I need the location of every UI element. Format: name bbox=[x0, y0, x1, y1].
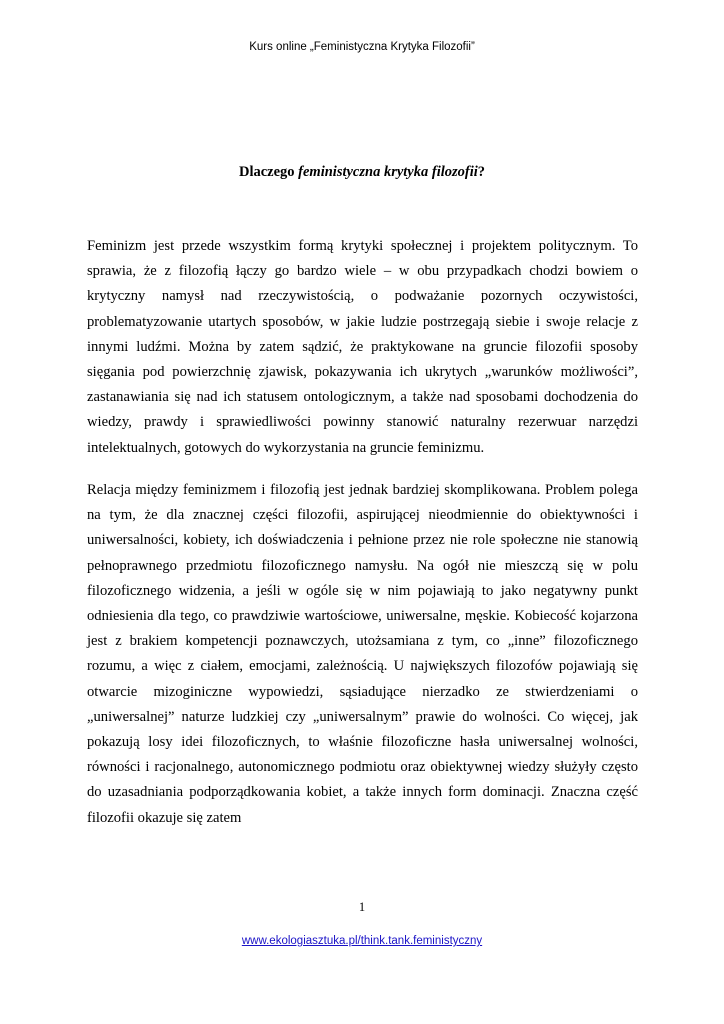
title-italic: feministyczna krytyka filozofii bbox=[298, 164, 478, 180]
title-end: ? bbox=[477, 164, 486, 180]
paragraph-2: Relacja między feminizmem i filozofią jest jednak bardziej skomplikowana. Problem polega na tym, że dla znacznej części filozofii, aspirującej nieodmiennie do obiektywności i uniwersalności, kobiety, ich doświadczenia i pełnione przez nie role społeczne nie stanowią pełnoprawnego przedmiotu filozoficznego namysłu. Na ogół nie mieszczą się w polu filozoficznego widzenia, a jeśli w ogóle się w nim pojawiają to jako negatywny punkt odniesienia dla tego, co prawdziwie wartościowe, uniwersalne, męskie. Kobiecość kojarzona jest z brakiem kompetencji poznawczych, utożsamiana z tym, co „inne” filozoficznego rozumu, a więc z ciałem, emocjami, zależnością. U największych filozofów pojawiają się otwarcie mizoginiczne wypowiedzi, sąsiadujące nierzadko ze stwierdzeniami o „uniwersalnej” naturze ludzkiej czy „uniwersalnym” prawie do wolności. Co więcej, jak pokazują losy idei filozoficznych, to właśnie filozoficzne hasła uniwersalnej wolności, równości i racjonalnego, autonomicznego podmiotu oraz obiektywnej wiedzy służyły często do uzasadniania podporządkowania kobiet, a także innych form dominacji. Znaczna część filozofii okazuje się zatem bbox=[87, 482, 638, 826]
paragraph-1: Feminizm jest przede wszystkim formą krytyki społecznej i projektem politycznym. To sprawia, że z filozofią łączy go bardzo wiele – w obu przypadkach chodzi bowiem o krytyczny namysł nad rzeczywistością, o podważanie pozornych oczywistości, problematyzowanie utartych sposobów, w jakie ludzie postrzegają siebie i swoje relacje z innymi ludźmi. Można by zatem sądzić, że praktykowane na gruncie filozofii sposoby sięgania pod powierzchnię zjawisk, pokazywania ich ukrytych „warunków możliwości”, zastanawiania się nad ich statusem ontologicznym, a także nad sposobami dochodzenia do wiedzy, prawdy i sprawiedliwości powinny stanowić naturalny rezerwuar narzędzi intelektualnych, gotowych do wykorzystania na gruncie feminizmu. bbox=[87, 238, 638, 456]
page-number: 1 bbox=[358, 900, 366, 914]
page-header: Kurs online „Feministyczna Krytyka Filozofii” bbox=[249, 41, 475, 53]
title-plain: Dlaczego bbox=[238, 164, 299, 180]
page-footer bbox=[0, 935, 724, 947]
footer-link[interactable]: www.ekologiasztuka.pl/think.tank.feministyczny bbox=[241, 935, 483, 947]
document-title bbox=[0, 164, 724, 181]
